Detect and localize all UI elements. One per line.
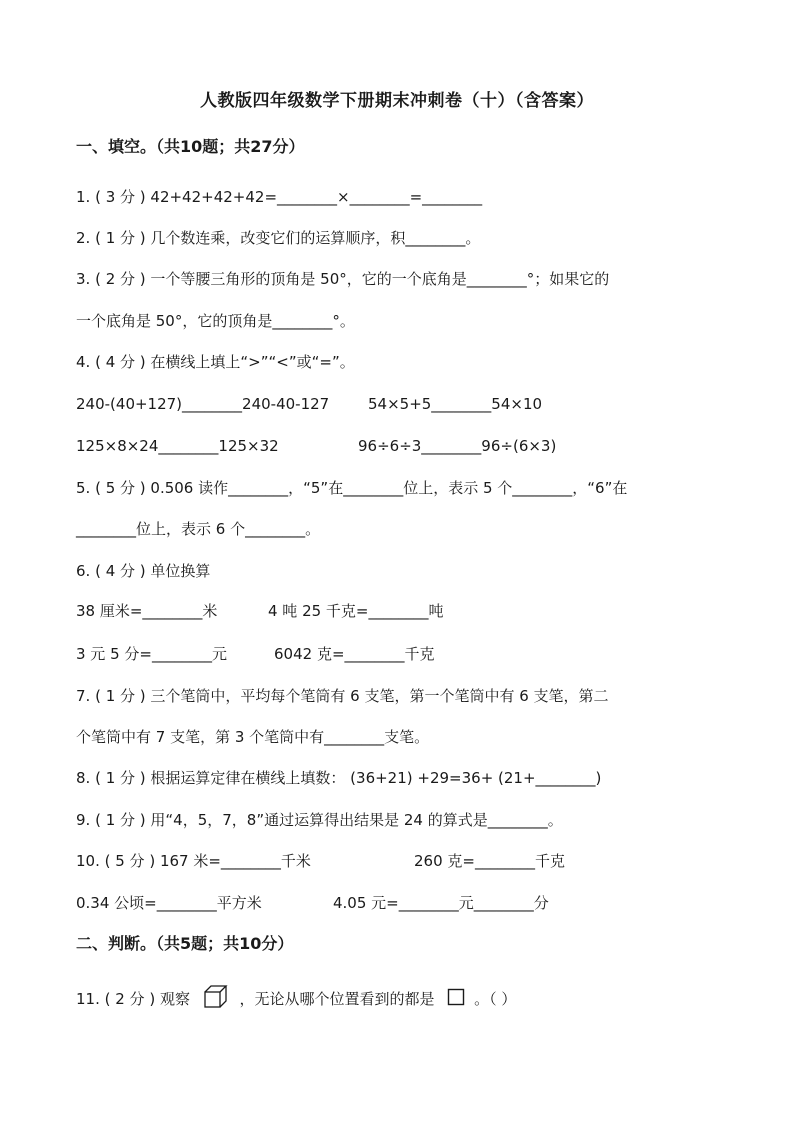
question-9: 9. ( 1 分 ) 用“4，5，7，8”通过运算得出结果是 24 的算式是________。 — [76, 811, 563, 829]
question-10-item-3: 0.34 公顷=________平方米 — [76, 894, 262, 912]
question-6-item-3: 3 元 5 分=________元 — [76, 645, 227, 663]
question-4-item-1: 240-(40+127)________240-40-127 — [76, 395, 330, 413]
question-11-prefix: 11. ( 2 分 ) 观察 — [76, 990, 190, 1008]
question-5-line-1: 5. ( 5 分 ) 0.506 读作________，“5”在________位上，表示 5 个________，“6”在 — [76, 479, 628, 497]
question-6-item-1: 38 厘米=________米 — [76, 602, 218, 620]
question-10-item-4: 4.05 元=________元________分 — [333, 894, 549, 912]
question-11 — [76, 984, 516, 1015]
question-6-item-2: 4 吨 25 千克=________吨 — [268, 602, 444, 620]
page-title: 人教版四年级数学下册期末冲刺卷（十）（含答案） — [200, 91, 594, 111]
question-1: 1. ( 3 分 ) 42+42+42+42=________×________=________ — [76, 188, 483, 206]
question-5-line-2: ________位上，表示 6 个________。 — [76, 520, 321, 538]
question-10-item-2: 260 克=________千克 — [414, 852, 565, 870]
cube-icon — [203, 984, 229, 1015]
question-11-suffix: 。（ ） — [474, 990, 517, 1008]
question-4-item-2: 54×5+5________54×10 — [368, 395, 543, 413]
question-4: 4. ( 4 分 ) 在横线上填上“>”“<”或“=”。 — [76, 353, 355, 371]
question-3-line-2: 一个底角是 50°，它的顶角是________°。 — [76, 312, 355, 330]
question-3-line-1: 3. ( 2 分 ) 一个等腰三角形的顶角是 50°，它的一个底角是________°；如果它的 — [76, 270, 610, 288]
question-2: 2. ( 1 分 ) 几个数连乘，改变它们的运算顺序，积________。 — [76, 229, 481, 247]
question-6: 6. ( 4 分 ) 单位换算 — [76, 562, 211, 580]
square-icon — [447, 988, 465, 1011]
question-4-item-3: 125×8×24________125×32 — [76, 437, 279, 455]
question-6-item-4: 6042 克=________千克 — [274, 645, 435, 663]
question-7-line-2: 个笔筒中有 7 支笔，第 3 个笔筒中有________支笔。 — [76, 728, 430, 746]
question-10-item-1: 10. ( 5 分 ) 167 米=________千米 — [76, 852, 311, 870]
question-4-item-4: 96÷6÷3________96÷(6×3) — [358, 437, 557, 455]
question-7-line-1: 7. ( 1 分 ) 三个笔筒中，平均每个笔筒有 6 支笔，第一个笔筒中有 6 支笔，第二 — [76, 687, 609, 705]
section-heading-fill: 一、填空。（共10题；共27分） — [76, 137, 305, 156]
section-heading-judge: 二、判断。（共5题；共10分） — [76, 934, 294, 953]
question-11-middle: ，无论从哪个位置看到的都是 — [239, 990, 435, 1008]
question-8: 8. ( 1 分 ) 根据运算定律在横线上填数： (36+21) +29=36+ (21+________) — [76, 769, 602, 787]
